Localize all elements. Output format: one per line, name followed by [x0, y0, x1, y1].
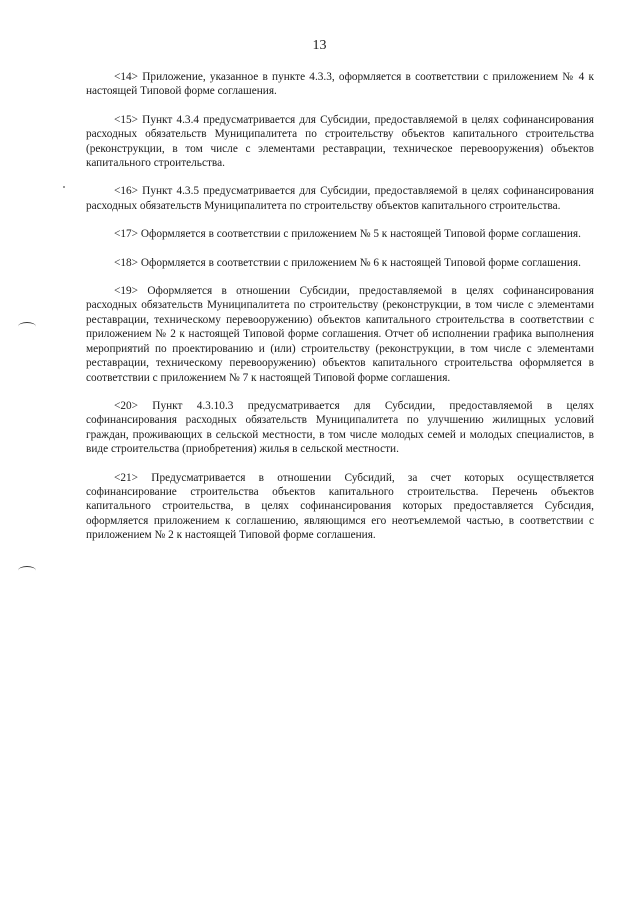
footnote-16: <16> Пункт 4.3.5 предусматривается для Субсидии, предоставляемой в целях софинансирования расходных обязательств Муниципалитета по строительству объектов капитального строительства. [86, 185, 594, 212]
footnote-15: <15> Пункт 4.3.4 предусматривается для Субсидии, предоставляемой в целях софинансирования расходных обязательств Муниципалитета по строительству объектов капитального строительства (реконструкции, в том числе с элементами реставрации, техническое перевооружения) объектов капитального строительства. [86, 113, 594, 170]
page-number: 13 [312, 38, 327, 53]
footnote-19: <19> Оформляется в отношении Субсидии, предоставляемой в целях софинансирования расходных обязательств Муниципалитета по строительству (реконструкции, в том числе с элементами реставрации, техническому перевооружению) объектов капитального строительства в соответствии с приложением № 2 к настоящей Типовой форме соглашения. Отчет об исполнении графика выполнения мероприятий по проектированию и (или) строительству (реконструкции, в том числе с элементами реставрации, техническому перевооружению) объектов капитального строительства оформляется в соответствии с приложением № 7 к настоящей Типовой форме соглашения. [86, 285, 594, 384]
footnote-18: <18> Оформляется в соответствии с приложением № 6 к настоящей Типовой форме соглашения. [114, 256, 581, 269]
footnotes [86, 70, 594, 557]
binding-hole-mark [18, 566, 36, 575]
footnote-21: <21> Предусматривается в отношении Субсидий, за счет которых осуществляется софинансирование строительства объектов капитального строительства. Перечень объектов капитального строительства, в целях софинансирования которых предоставляется Субсидия, оформляется приложением к соглашению, являющимся его неотъемлемой частью, в соответствии с приложением № 2 к настоящей Типовой форме соглашения. [86, 471, 594, 542]
binding-hole-mark [18, 322, 36, 331]
footnote-17: <17> Оформляется в соответствии с приложением № 5 к настоящей Типовой форме соглашения. [114, 228, 581, 241]
footnote-20: <20> Пункт 4.3.10.3 предусматривается для Субсидии, предоставляемой в целях софинансирования расходных обязательств Муниципалитета по улучшению жилищных условий граждан, проживающих в сельской местности, в том числе молодых семей и молодых специалистов, в виде строительства (приобретения) жилья в сельской местности. [86, 399, 594, 456]
footnote-14: <14> Приложение, указанное в пункте 4.3.3, оформляется в соответствии с приложением № 4 к настоящей Типовой форме соглашения. [86, 71, 594, 98]
scan-speck [63, 186, 65, 188]
